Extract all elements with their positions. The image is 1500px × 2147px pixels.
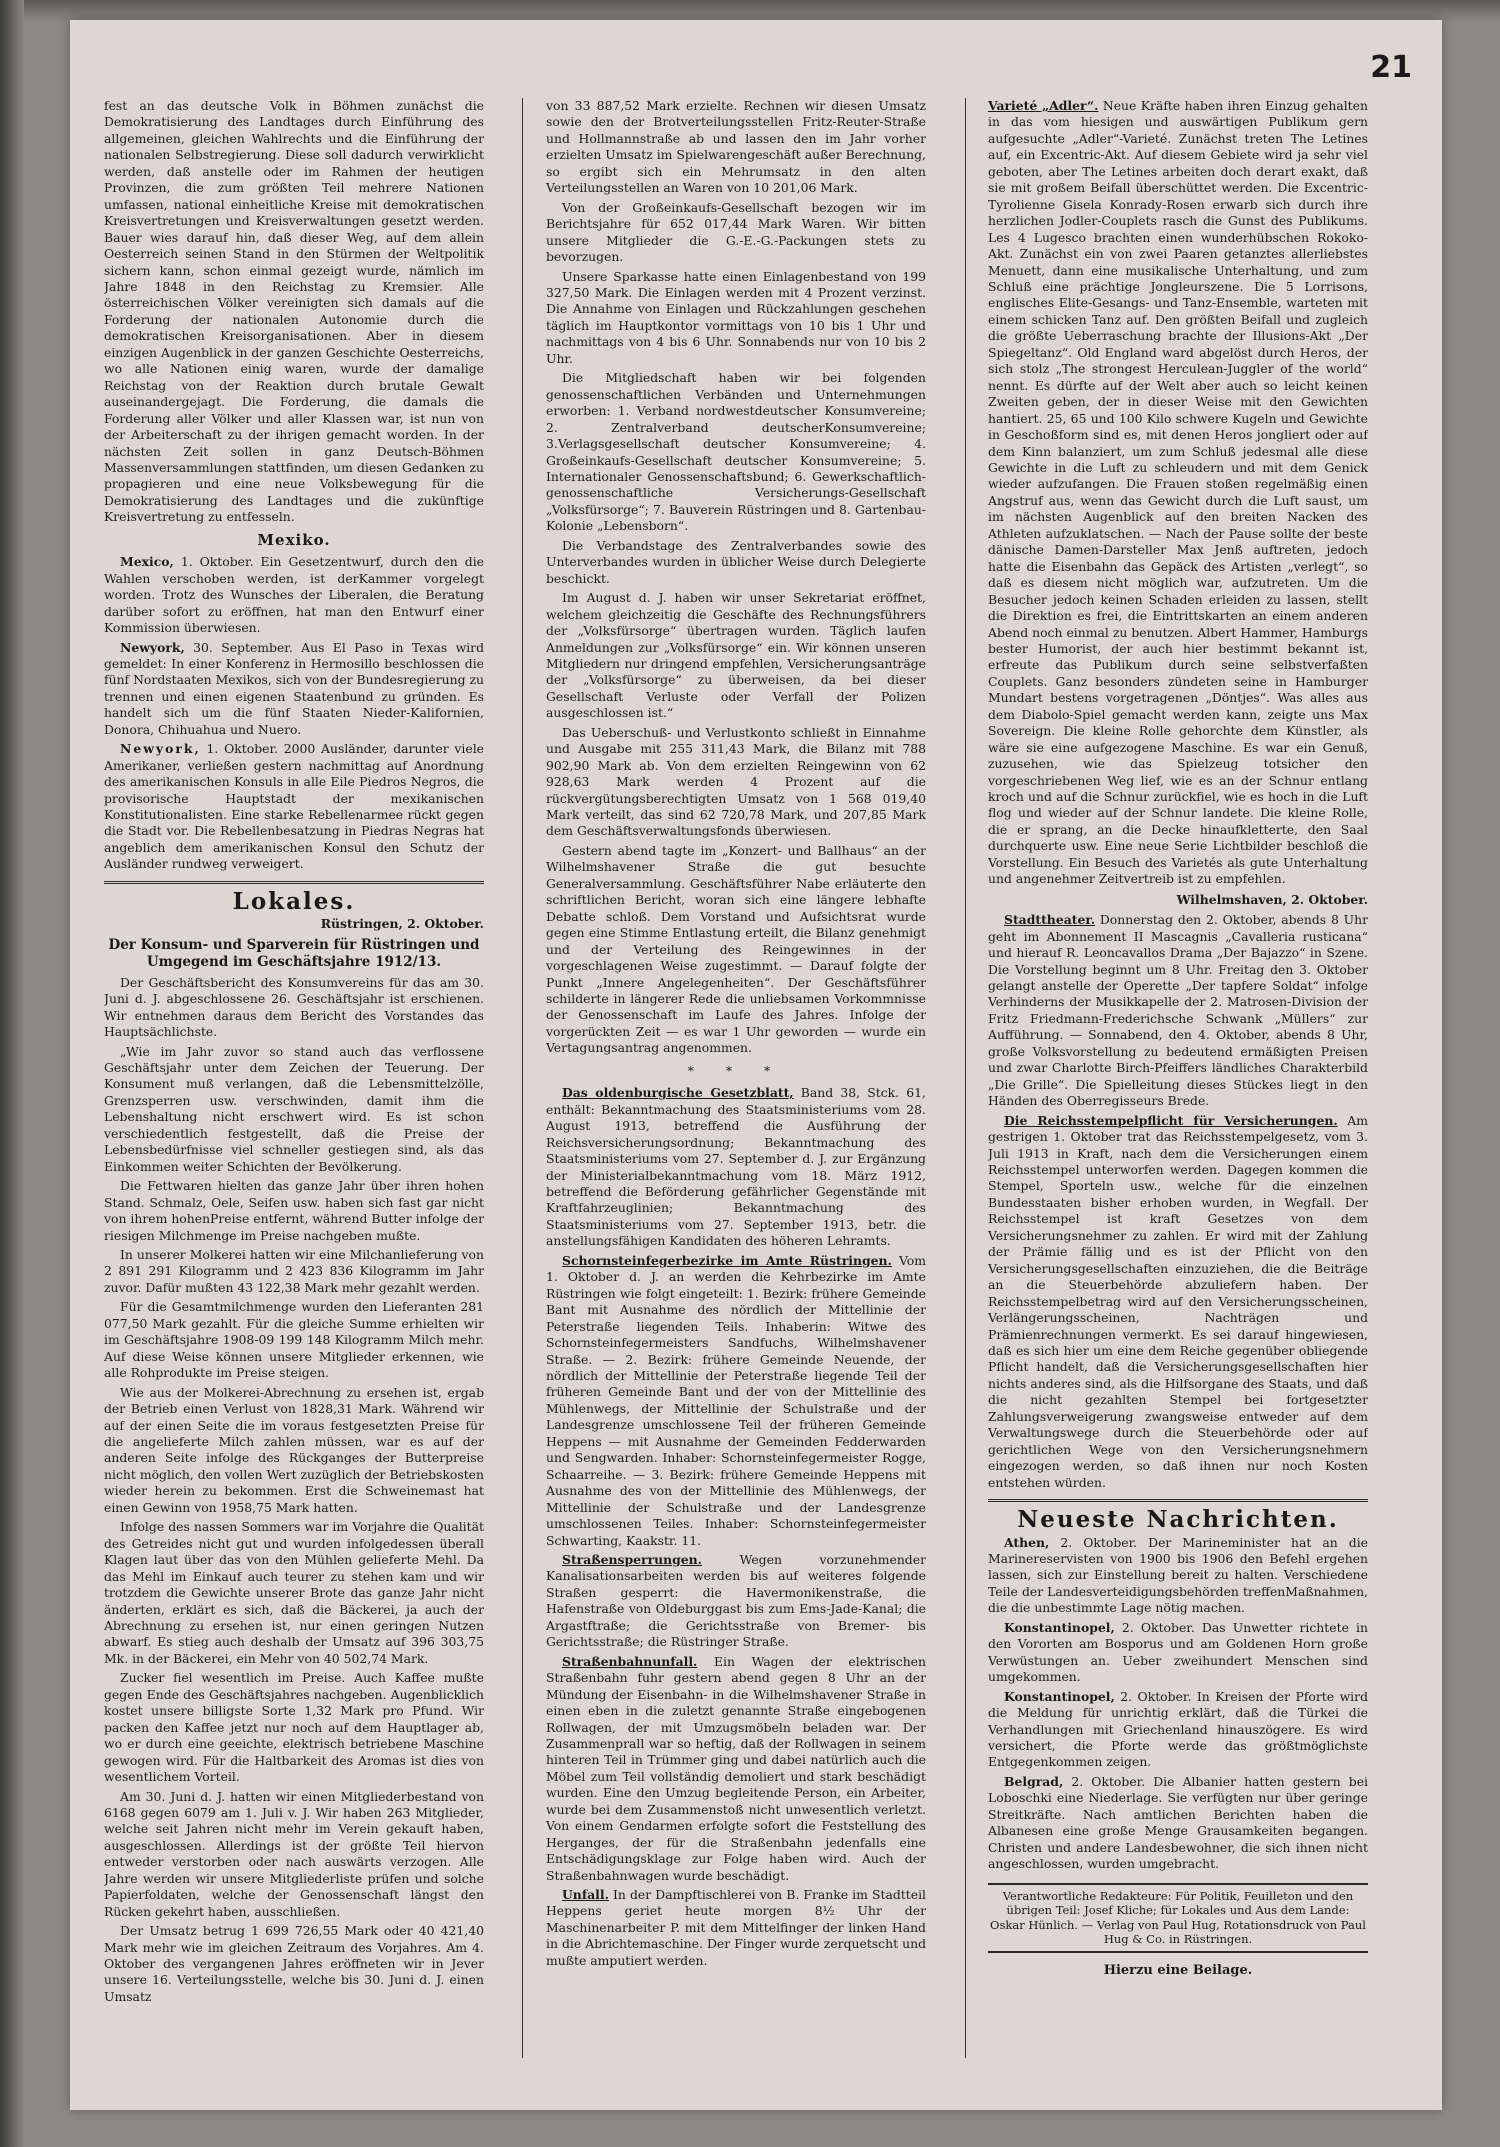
item-heading: Schornsteinfegerbezirke im Amte Rüstringen. <box>562 1252 892 1268</box>
dateline-place: Konstantinopel, <box>1004 1688 1115 1704</box>
section-heading-mexiko: Mexiko. <box>257 530 331 549</box>
paragraph: von 33 887,52 Mark erzielte. Rechnen wir diesen Umsatz sowie den der Brotverteilungsstellen Fritz-Reuter-Straße und Hollmannstraße ab und lassen den im Jahr vorher erzielten Umsatz im Spielwarengeschäft außer Berechnung, so ergibt sich ein Mehrumsatz in den alten Verteilungsstellen an Waren von 10 201,06 Mark. <box>546 98 926 196</box>
news-item <box>988 912 1368 1109</box>
section-heading-neueste-nachrichten: Neueste Nachrichten. <box>1017 1506 1339 1534</box>
dateline-place: Belgrad, <box>1004 1773 1064 1789</box>
news-text: Vom 1. Oktober d. J. an werden die Kehrbezirke im Amte Rüstringen wie folgt eingeteilt: 1. Bezirk: frühere Gemeinde Bant mit Ausnahme des nördlich der Mittellinie der Peterstraße liegenden Teils. Inhaberin: Witwe des Schornsteinfegermeisters Sandfuchs, Wilhelmshavener Straße. — 2. Bezirk: frühere Gemeinde Neuende, der nördlich der Mittellinie der Peterstraße liegende Teil der früheren Gemeinde Bant und der von der Mittellinie des Mühlenwegs, der Mittellinie der Schulstraße und der Landesgrenze umschlossene Teil der früheren Gemeinde Heppens — mit Ausnahme der Gemeinden Fedderwarden und Sengwarden. Inhaber: Schornsteinfegermeister Rogge, Schaarreihe. — 3. Bezirk: frühere Gemeinde Heppens mit Ausnahme des von der Mittellinie des Mühlenwegs, der Mittellinie der Schulstraße und der Landesgrenze umschlossenen Teiles. Inhaber: Schornsteinfegermeister Schwarting, Kaakstr. 11. <box>546 1252 926 1548</box>
news-text: Am gestrigen 1. Oktober trat das Reichsstempelgesetz, vom 3. Juli 1913 in Kraft, nach dem die Versicherungen einem Reichsstempel unterworfen werden. Dagegen kommen die Stempel, Sporteln usw., welche für die einzelnen Bundesstaaten bisher erhoben wurden, in Wegfall. Der Reichsstempel ist kraft Gesetzes von dem Versicherungsnehmer zu zahlen. Er wird mit der Zahlung der Prämie fällig und es ist der Pflicht von den Versicherungsgesellschaften einzuziehen, die die Beiträge an die Steuerbehörde abzuliefern haben. Der Reichsstempelbetrag wird auf den Versicherungsscheinen, Verlängerungsscheinen, Nachträgen und Prämienrechnungen vermerkt. Es sei darauf hingewiesen, daß es sich hier um eine dem Reiche gegenüber obliegende Pflicht handelt, daß die Versicherungsgesellschaften hier nichts anderes sind, als die Hilfsorgane des Staats, und daß die nicht gezahlten Stempel bei fortgesetzter Zahlungsverweigerung zwangsweise entweder auf dem Verwaltungswege durch die Steuerbehörde oder auf gerichtlichen Wege von den Versicherungsnehmern eingezogen werden, so daß ihnen nur noch Kosten entstehen würden. <box>988 1112 1368 1490</box>
news-text: 2. Oktober. Das Unwetter richtete in den Vororten am Bosporus und am Goldenen Horn große Verwüstungen an. Ueber zweihundert Menschen sind umgekommen. <box>988 1619 1368 1685</box>
section-heading-lokales: Lokales. <box>232 887 356 915</box>
news-item <box>546 1654 926 1884</box>
item-heading: Straßensperrungen. <box>562 1551 702 1567</box>
news-text: 30. September. Aus El Paso in Texas wird gemeldet: In einer Konferenz in Hermosillo beschlossen die fünf Nordstaaten Mexikos, sich von der Bundesregierung zu trennen und einen eigenen Staatenbund zu gründen. Es handelt sich um die fünf Staaten Nieder-Kalifornien, Donora, Chihuahua und Nuero. <box>104 639 484 737</box>
news-item <box>988 98 1368 888</box>
news-item <box>546 1887 926 1969</box>
news-text: 2. Oktober. Der Marineminister hat an die Marinereservisten von 1900 bis 1906 den Befehl ergehen lassen, sich zur Einstellung bereit zu halten. Verschiedene Teile der Landesverteidigungsbehörden treffenMaßnahmen, die die unbestimmte Lage nötig machen. <box>988 1534 1368 1616</box>
column-divider <box>522 98 523 2058</box>
news-text: 2. Oktober. Die Albanier hatten gestern bei Loboschki eine Niederlage. Sie verfügten nur über geringe Streitkräfte. Nach amtlichen Berichten haben die Albanesen eine große Menge Grausamkeiten begangen. Christen und andere Landesbewohner, die sich ihnen nicht angeschlossen, wurden umgebracht. <box>988 1773 1368 1872</box>
paragraph: Der Geschäftsbericht des Konsumvereins für das am 30. Juni d. J. abgeschlossene 26. Geschäftsjahr ist erschienen. Wir entnehmen daraus dem Bericht des Vorstandes das Hauptsächlichste. <box>104 974 484 1040</box>
article-title: Der Konsum- und Sparverein für Rüstringen und Umgegend im Geschäftsjahre 1912/13. <box>108 936 480 970</box>
section-separator-stars: * * * <box>687 1062 785 1078</box>
paragraph: Die Verbandstage des Zentralverbandes sowie des Unterverbandes wurden in üblicher Weise durch Delegierte beschickt. <box>546 537 926 586</box>
news-text: 2. Oktober. In Kreisen der Pforte wird die Meldung für unrichtig erklärt, daß die Türkei die Verhandlungen mit Griechenland hinauszögere. Es wird versichert, die Pforte werde das größtmöglichste Entgegenkommen zeigen. <box>988 1688 1368 1770</box>
column-1 <box>104 98 484 2058</box>
paragraph: Wie aus der Molkerei-Abrechnung zu ersehen ist, ergab der Betrieb einen Verlust von 1828,31 Mark. Während wir auf der einen Seite die im voraus festgesetzten Preise für die angelieferte Milch zahlen müssen, war es auf der anderen Seite infolge des Rückganges der Butterpreise nicht möglich, den vollen Wert zuzüglich der Betriebskosten wieder herein zu bekommen. Erst die Schweinemast hat einen Gewinn von 1958,75 Mark hatten. <box>104 1384 484 1515</box>
news-item <box>988 1774 1368 1873</box>
news-text: 1. Oktober. 2000 Ausländer, darunter viele Amerikaner, verließen gestern nachmittag auf Anordnung des amerikanischen Konsuls in alle Eile Piedros Negros, die provisorische Hauptstadt der mexikanischen Konstitutionalisten. Eine starke Rebellenarmee rückt gegen die Stadt vor. Die Rebellenbesatzung in Piedras Negras hat angeblich dem amerikanischen Konsul den Schutz der Ausländer rundweg verweigert. <box>104 741 484 872</box>
paragraph: Infolge des nassen Sommers war im Vorjahre die Qualität des Getreides nicht gut und wurden infolgedessen überall Klagen laut über das von den Mühlen gelieferte Mehl. Da das Mehl im Einkauf auch teurer zu stehen kam und wir trotzdem die Gewichte unserer Brote das ganze Jahr nicht änderten, erklärt es sich, daß die Bäckerei, ja auch der Abrechnung zu ersehen ist, nur einen geringen Nutzen abwarf. Es stieg auch deshalb der Umsatz auf 396 303,75 Mk. in der Bäckerei, ein Mehr von 40 502,74 Mark. <box>104 1519 484 1666</box>
paragraph: Im August d. J. haben wir unser Sekretariat eröffnet, welchem gleichzeitig die Geschäfte des Rechnungsführers der „Volksfürsorge“ übertragen wurden. Täglich laufen Anmeldungen zur „Volksfürsorge“ ein. Wir können unseren Mitgliedern nur dringend empfehlen, Versicherungsanträge der „Volksfürsorge“ zu überweisen, da bei dieser Gesellschaft Verluste oder Verfall der Polizen ausgeschlossen ist.“ <box>546 590 926 721</box>
news-item <box>988 1535 1368 1617</box>
paragraph: Das Ueberschuß- und Verlustkonto schließt in Einnahme und Ausgabe mit 255 311,43 Mark, die Bilanz mit 788 902,90 Mark ab. Von dem erzielten Reingewinn von 62 928,63 Mark werden 4 Prozent auf die rückvergütungsberechtigten Umsatz von 1 568 019,40 Mark verteilt, das sind 62 720,78 Mark, und 207,85 Mark dem Geschäftsverwaltungsfonds überwiesen. <box>546 724 926 839</box>
paragraph: Unsere Sparkasse hatte einen Einlagenbestand von 199 327,50 Mark. Die Einlagen werden mit 4 Prozent verzinst. Die Annahme von Einlagen und Rückzahlungen geschehen täglich im Hauptkontor vormittags von 10 bis 1 Uhr und nachmittags von 4 bis 6 Uhr. Sonnabends nur von 10 bis 2 Uhr. <box>546 268 926 366</box>
news-item <box>546 1253 926 1549</box>
paragraph: Der Umsatz betrug 1 699 726,55 Mark oder 40 421,40 Mark mehr wie im gleichen Zeitraum des Vorjahres. Am 4. Oktober des vergangenen Jahres eröffneten wir in Jever unsere 16. Verteilungsstelle, welche bis 30. Juni d. J. einen Umsatz <box>104 1923 484 2004</box>
paragraph: Die Mitgliedschaft haben wir bei folgenden genossenschaftlichen Verbänden und Unternehmungen erworben: 1. Verband nordwestdeutscher Konsumvereine; 2. Zentralverband deutscherKonsumvereine; 3.Verlagsgesellschaft deutscher Konsumvereine; 4. Großeinkaufs-Gesellschaft deutscher Konsumvereine; 5. Internationaler Genossenschaftsbund; 6. Gewerkschaftlich-genossenschaftliche Versicherungs-Gesellschaft „Volksfürsorge“; 7. Bauverein Rüstringen und 8. Gartenbau-Kolonie „Lebensborn“. <box>546 370 926 534</box>
scan-border-top <box>0 0 1500 22</box>
column-divider <box>965 98 966 2058</box>
news-text: Donnerstag den 2. Oktober, abends 8 Uhr geht im Abonnement II Mascagnis „Cavalleria rusticana“ und hierauf R. Leoncavallos Drama „Der Bajazzo“ in Szene. Die Vorstellung beginnt um 8 Uhr. Freitag den 3. Oktober gelangt anstelle der Operette „Der tapfere Soldat“ infolge Verhinderns der Musikkapelle der 2. Matrosen-Division der Fritz Friedmann-Frederichsche Schwank „Müllers“ zur Aufführung. — Sonnabend, den 4. Oktober, abends 8 Uhr, große Volksvorstellung zu bedeutend ermäßigten Preisen und zwar Charlotte Birch-Pfeiffers ländliches Charakterbild „Die Grille“. Die Spielleitung dieses Stückes liegt in den Händen des Oberregisseurs Brede. <box>988 912 1368 1109</box>
news-item <box>546 1085 926 1250</box>
supplement-note: Hierzu eine Beilage. <box>1103 1962 1253 1978</box>
news-item <box>104 741 484 873</box>
news-text: Wegen vorzunehmender Kanalisationsarbeiten werden bis auf weiteres folgende Straßen gesperrt: die Havermonikenstraße, die Hafenstraße von Oldeburggast bis zum Ems-Jade-Kanal; die Argastftraße; die Gerichtsstraße von Bremer- bis Gerichtsstraße; die Rüstringer Straße. <box>546 1551 926 1650</box>
dateline-place: Newyork, <box>120 741 201 757</box>
paragraph: Von der Großeinkaufs-Gesellschaft bezogen wir im Berichtsjahre für 652 017,44 Mark Waren. Wir bitten unsere Mitglieder die G.-E.-G.-Packungen stets zu bevorzugen. <box>546 199 926 265</box>
scan-border-left <box>0 0 24 2147</box>
paragraph: Für die Gesamtmilchmenge wurden den Lieferanten 281 077,50 Mark gezahlt. Für die gleiche Summe erhielten wir im Geschäftsjahre 1908-09 199 148 Kilogramm Milch mehr. Auf diese Weise können unsere Mitglieder erkennen, wie alle Rohprodukte im Preise steigen. <box>104 1299 484 1381</box>
item-heading: Unfall. <box>562 1887 609 1903</box>
section-rule <box>988 1499 1368 1502</box>
column-3 <box>988 98 1368 2058</box>
dateline: Wilhelmshaven, 2. Oktober. <box>1176 891 1368 907</box>
dateline-place: Athen, <box>1004 1534 1050 1550</box>
news-item <box>988 1620 1368 1686</box>
paragraph: Gestern abend tagte im „Konzert- und Ballhaus“ an der Wilhelmshavener Straße die gut besuchte Generalversammlung. Geschäftsführer Nabe erläuterte den schriftlichen Bericht, woran sich eine längere lebhafte Debatte schloß. Dem Vorstand und Aufsichtsrat wurde gegen eine Stimme Entlastung erteilt, die Bilanz genehmigt und der Verteilung des Reingewinnes in der vorgeschlagenen Weise zugestimmt. — Darauf folgte der Punkt „Innere Angelegenheiten“. Der Geschäftsführer schilderte in längerer Rede die unliebsamen Vorkommnisse der Genossenschaft im Laufe des Jahres. Infolge der vorgerückten Zeit — es war 1 Uhr geworden — wurde ein Vertagungsantrag angenommen. <box>546 842 926 1056</box>
news-text: In der Dampftischlerei von B. Franke im Stadtteil Heppens geriet heute morgen 8½ Uhr der Maschinenarbeiter P. mit dem Mittelfinger der linken Hand in die Abrichtemaschine. Der Finger wurde zerquetscht und mußte amputiert werden. <box>546 1887 926 1968</box>
news-item <box>104 554 484 636</box>
column-2 <box>546 98 926 2058</box>
news-item <box>546 1552 926 1651</box>
item-heading: Das oldenburgische Gesetzblatt, <box>562 1085 794 1101</box>
dateline: Rüstringen, 2. Oktober. <box>320 916 484 932</box>
news-item <box>988 1113 1368 1491</box>
paragraph: Die Fettwaren hielten das ganze Jahr über ihren hohen Stand. Schmalz, Oele, Seifen usw. haben sich fast gar nicht von ihrem hohenPreise entfernt, während Butter infolge der riesigen Milchmenge im Preise nachgeben mußte. <box>104 1178 484 1243</box>
item-heading: Die Reichsstempelpflicht für Versicherungen. <box>1004 1112 1338 1128</box>
paragraph: Zucker fiel wesentlich im Preise. Auch Kaffee mußte gegen Ende des Geschäftsjahres nachgeben. Augenblicklich kostet unsere billigste Sorte 1,32 Mark pro Pfund. Wir packen den Kaffee jetzt nur noch auf dem Hauptlager ab, wo er durch eine geeichte, elektrisch betriebene Maschine gewogen wird. Für die Haltbarkeit des Aromas ist dies von wesentlichem Vorteil. <box>104 1670 484 1785</box>
paragraph: Am 30. Juni d. J. hatten wir einen Mitgliederbestand von 6168 gegen 6079 am 1. Juli v. J. Wir haben 263 Mitglieder, welche seit Jahren nicht mehr im Verein gekauft haben, ausgeschlossen. Allerdings ist der größte Teil hiervon entweder verstorben oder nach auswärts verzogen. Alle Jahre werden wir unsere Mitgliederliste prüfen und solche Papierfoldaten, welche der Genossenschaft längst den Rücken gekehrt haben, ausschließen. <box>104 1788 484 1919</box>
page-number: 21 <box>1370 50 1412 85</box>
item-heading: Straßenbahnunfall. <box>562 1653 698 1669</box>
item-heading: Varieté „Adler“. <box>988 98 1099 113</box>
news-item <box>988 1689 1368 1771</box>
section-rule <box>104 881 484 884</box>
paragraph: In unserer Molkerei hatten wir eine Milchanlieferung von 2 891 291 Kilogramm und 2 423 836 Kilogramm im Jahr zuvor. Dafür mußten 43 122,38 Mark mehr gezahlt werden. <box>104 1247 484 1295</box>
news-text: Ein Wagen der elektrischen Straßenbahn fuhr gestern abend gegen 8 Uhr an der Mündung der Eisenbahn- in die Wilhelmshavener Straße in einen eben in die zuletzt genannte Straße eingebogenen Rollwagen, der mit Umzugsmöbeln beladen war. Der Zusammenprall war so heftig, daß der Rollwagen in seinem hinteren Teil in Trümmer ging und dabei natürlich auch die Möbel zum Teil vollständig demoliert und stark beschädigt wurden. Eine den Umzug begleitende Person, ein Arbeiter, wurde bei dem Zusammenstoß nicht unwesentlich verletzt. Von einem Gendarmen erfolgte sofort die Feststellung des Herganges, der für die Straßenbahn jedenfalls eine Entschädigungsklage zur Folge haben wird. Auch der Straßenbahnwagen wurde beschädigt. <box>546 1653 926 1883</box>
dateline-place: Konstantinopel, <box>1004 1619 1115 1635</box>
imprint: Verantwortliche Redakteure: Für Politik, Feuilleton und den übrigen Teil: Josef Kliche; für Lokales und Aus dem Lande: Oskar Hünlich. — Verlag von Paul Hug, Rotationsdruck von Paul Hug & Co. in Rüstringen. <box>988 1883 1368 1953</box>
paragraph: „Wie im Jahr zuvor so stand auch das verflossene Geschäftsjahr unter dem Zeichen der Teuerung. Der Konsument muß verlangen, daß die Lebensmittelzölle, Grenzsperren usw. verschwinden, damit ihm die Lebenshaltung nicht erschwert wird. Es ist schon verschiedentlich festgestellt, daß die Preise der Lebensbedürfnisse viel schneller gestiegen sind, als das Einkommen weiter Schichten der Bevölkerung. <box>104 1043 484 1174</box>
news-item <box>104 640 484 739</box>
dateline-place: Mexico, <box>120 554 174 570</box>
news-text: 1. Oktober. Ein Gesetzentwurf, durch den die Wahlen verschoben werden, ist derKammer vorgelegt worden. Trotz des Wunsches der Liberalen, die Beratung darüber sofort zu eröffnen, hat man den Entwurf einer Kommission überwiesen. <box>104 554 484 636</box>
dateline-place: Newyork, <box>120 639 185 655</box>
news-text: Neue Kräfte haben ihren Einzug gehalten in das vom hiesigen und auswärtigen Publikum gern aufgesuchte „Adler“-Varieté. Zunächst treten The Letines auf, ein Excentric-Akt. Auf diesem Gebiete wird ja sehr viel geboten, aber The Letines arbeiten doch derart exakt, daß sie mit großem Beifall überschüttet werden. Die Excentric-Tyrolienne Gisela Konrady-Rosen erwarb sich durch ihre herzlichen Jodler-Couplets rasch die Gunst des Publikums. Les 4 Lugesco brachten einen wunderhübschen Rokoko-Akt. Zunächst ein von zwei Paaren getanztes allerliebstes Menuett, dann eine musikalische Unterhaltung, und zum Schluß eine prächtige Jongleurszene. Die 5 Lorrisons, englisches Elite-Gesangs- und Tanz-Ensemble, warteten mit einem schicken Tanz auf. Den größten Beifall und zugleich die größte Ueberraschung brachte der Illusions-Akt „Der Spiegeltanz“. Old England ward abgelöst durch Heros, der sich stolz „The strongest Herculean-Juggler of the world“ nennt. Es dürfte auf der Welt aber auch so leicht keinen Zweiten geben, der in dieser Weise mit den Gewichten hantiert. 25, 65 und 100 Kilo schwere Kugeln und Gewichte in Geschoßform sind es, mit denen Heros jongliert oder auf dem Kinn balanziert, um zum Schluß jedesmal alle diese Gewichte in die Luft zu schleudern und mit dem Genick wieder aufzufangen. Die Frauen stoßen regelmäßig einen Angstruf aus, wenn das Gewicht durch die Luft saust, um im nächsten Augenblick auf den breiten Nacken des Athleten aufzuklatschen. — Nach der Pause sollte der beste dänische Damen-Darsteller Max Jenß auftreten, jedoch hatte die Eisenbahn das Gepäck des Artisten „verlegt“, so daß es diesem nicht möglich war, aufzutreten. Um die Besucher jedoch keinen Schaden erleiden zu lassen, stellt die Direktion es frei, die Eintrittskarten an einem anderen Abend noch einmal zu benutzen. Albert Hammer, Hamburgs bester Humorist, der auch hier bestimmt bekannt ist, erfreute das Publikum durch seine selbstverfaßten Couplets. Ganz besonders zündeten seine in Hamburger Mundart bestens vorgetragenen „Döntjes“. Was alles aus dem Diabolo-Spiel gemacht werden kann, zeigte uns Max Sovereign. Die kleine Rolle gehorchte dem Künstler, als wäre sie eine aufgezogene Maschine. Es war ein Genuß, zuzusehen, wie das Spielzeug totsicher den vorgeschriebenen Weg lief, wie es an der Schnur entlang kroch und auf die Schnur zurückfiel, wie es hoch in die Luft flog und wieder auf der Schnur landete. Die kleine Rolle, die er sprang, an die Decke hinaufkletterte, den Saal durchquerte usw. Eine neue Serie Lichtbilder beschloß die Vorstellung. Ein Besuch des Varietés als gute Unterhaltung und angenehmer Zeitvertreib ist zu empfehlen. <box>988 98 1368 887</box>
paragraph: fest an das deutsche Volk in Böhmen zunächst die Demokratisierung des Landtages durch Einführung des allgemeinen, gleichen Wahlrechts und die Einführung der nationalen Selbstregierung. Diese soll dadurch verwirklicht werden, daß anstelle oder im Rahmen der heutigen Provinzen, die zum größten Teil mehrere Nationen umfassen, national einheitliche Kreise mit demokratischen Kreisvertretungen und Kreisverwaltungen gesetzt werden. Bauer wies darauf hin, daß dieser Weg, auf dem allein Oesterreich seinen Stand in den Stürmen der Weltpolitik sichern kann, schon einmal gezeigt wurde, nämlich im Jahre 1848 in den Reichstag zu Kremsier. Alle österreichischen Völker vereinigten sich damals auf die Forderung der nationalen Autonomie durch die demokratischen Kreisorganisationen. Aber in diesem einzigen Augenblick in der ganzen Geschichte Oesterreichs, wo alle Nationen einig waren, wurde der damalige Reichstag von der Reaktion durch brutale Gewalt auseinandergejagt. Die Forderung, die damals die Forderung aller Völker und aller Klassen war, ist nun von der Arbeiterschaft zu der ihrigen gemacht worden. In der nächsten Zeit sollen in ganz Deutsch-Böhmen Massenversammlungen stattfinden, um diesen Gedanken zu propagieren und eine neue Volksbewegung für die Demokratisierung des Landtages und die zukünftige Kreisvertretung zu entfesseln. <box>104 98 484 525</box>
news-text: Band 38, Stck. 61, enthält: Bekanntmachung des Staatsministeriums vom 28. August 1913, betreffend die Ausführung der Reichsversicherungsordnung; Bekanntmachung des Staatsministeriums vom 27. September d. J. zur Ergänzung der Ministerialbekanntmachung vom 18. März 1912, betreffend die Beförderung gefährlicher Gegenstände mit Kraftfahrzeuglinien; Bekanntmachung des Staatsministeriums vom 27. September 1913, betr. die anstellungsfähigen Kandidaten des höheren Lehramts. <box>546 1085 926 1249</box>
newspaper-page <box>70 20 1442 2110</box>
item-heading: Stadttheater. <box>1004 912 1096 928</box>
